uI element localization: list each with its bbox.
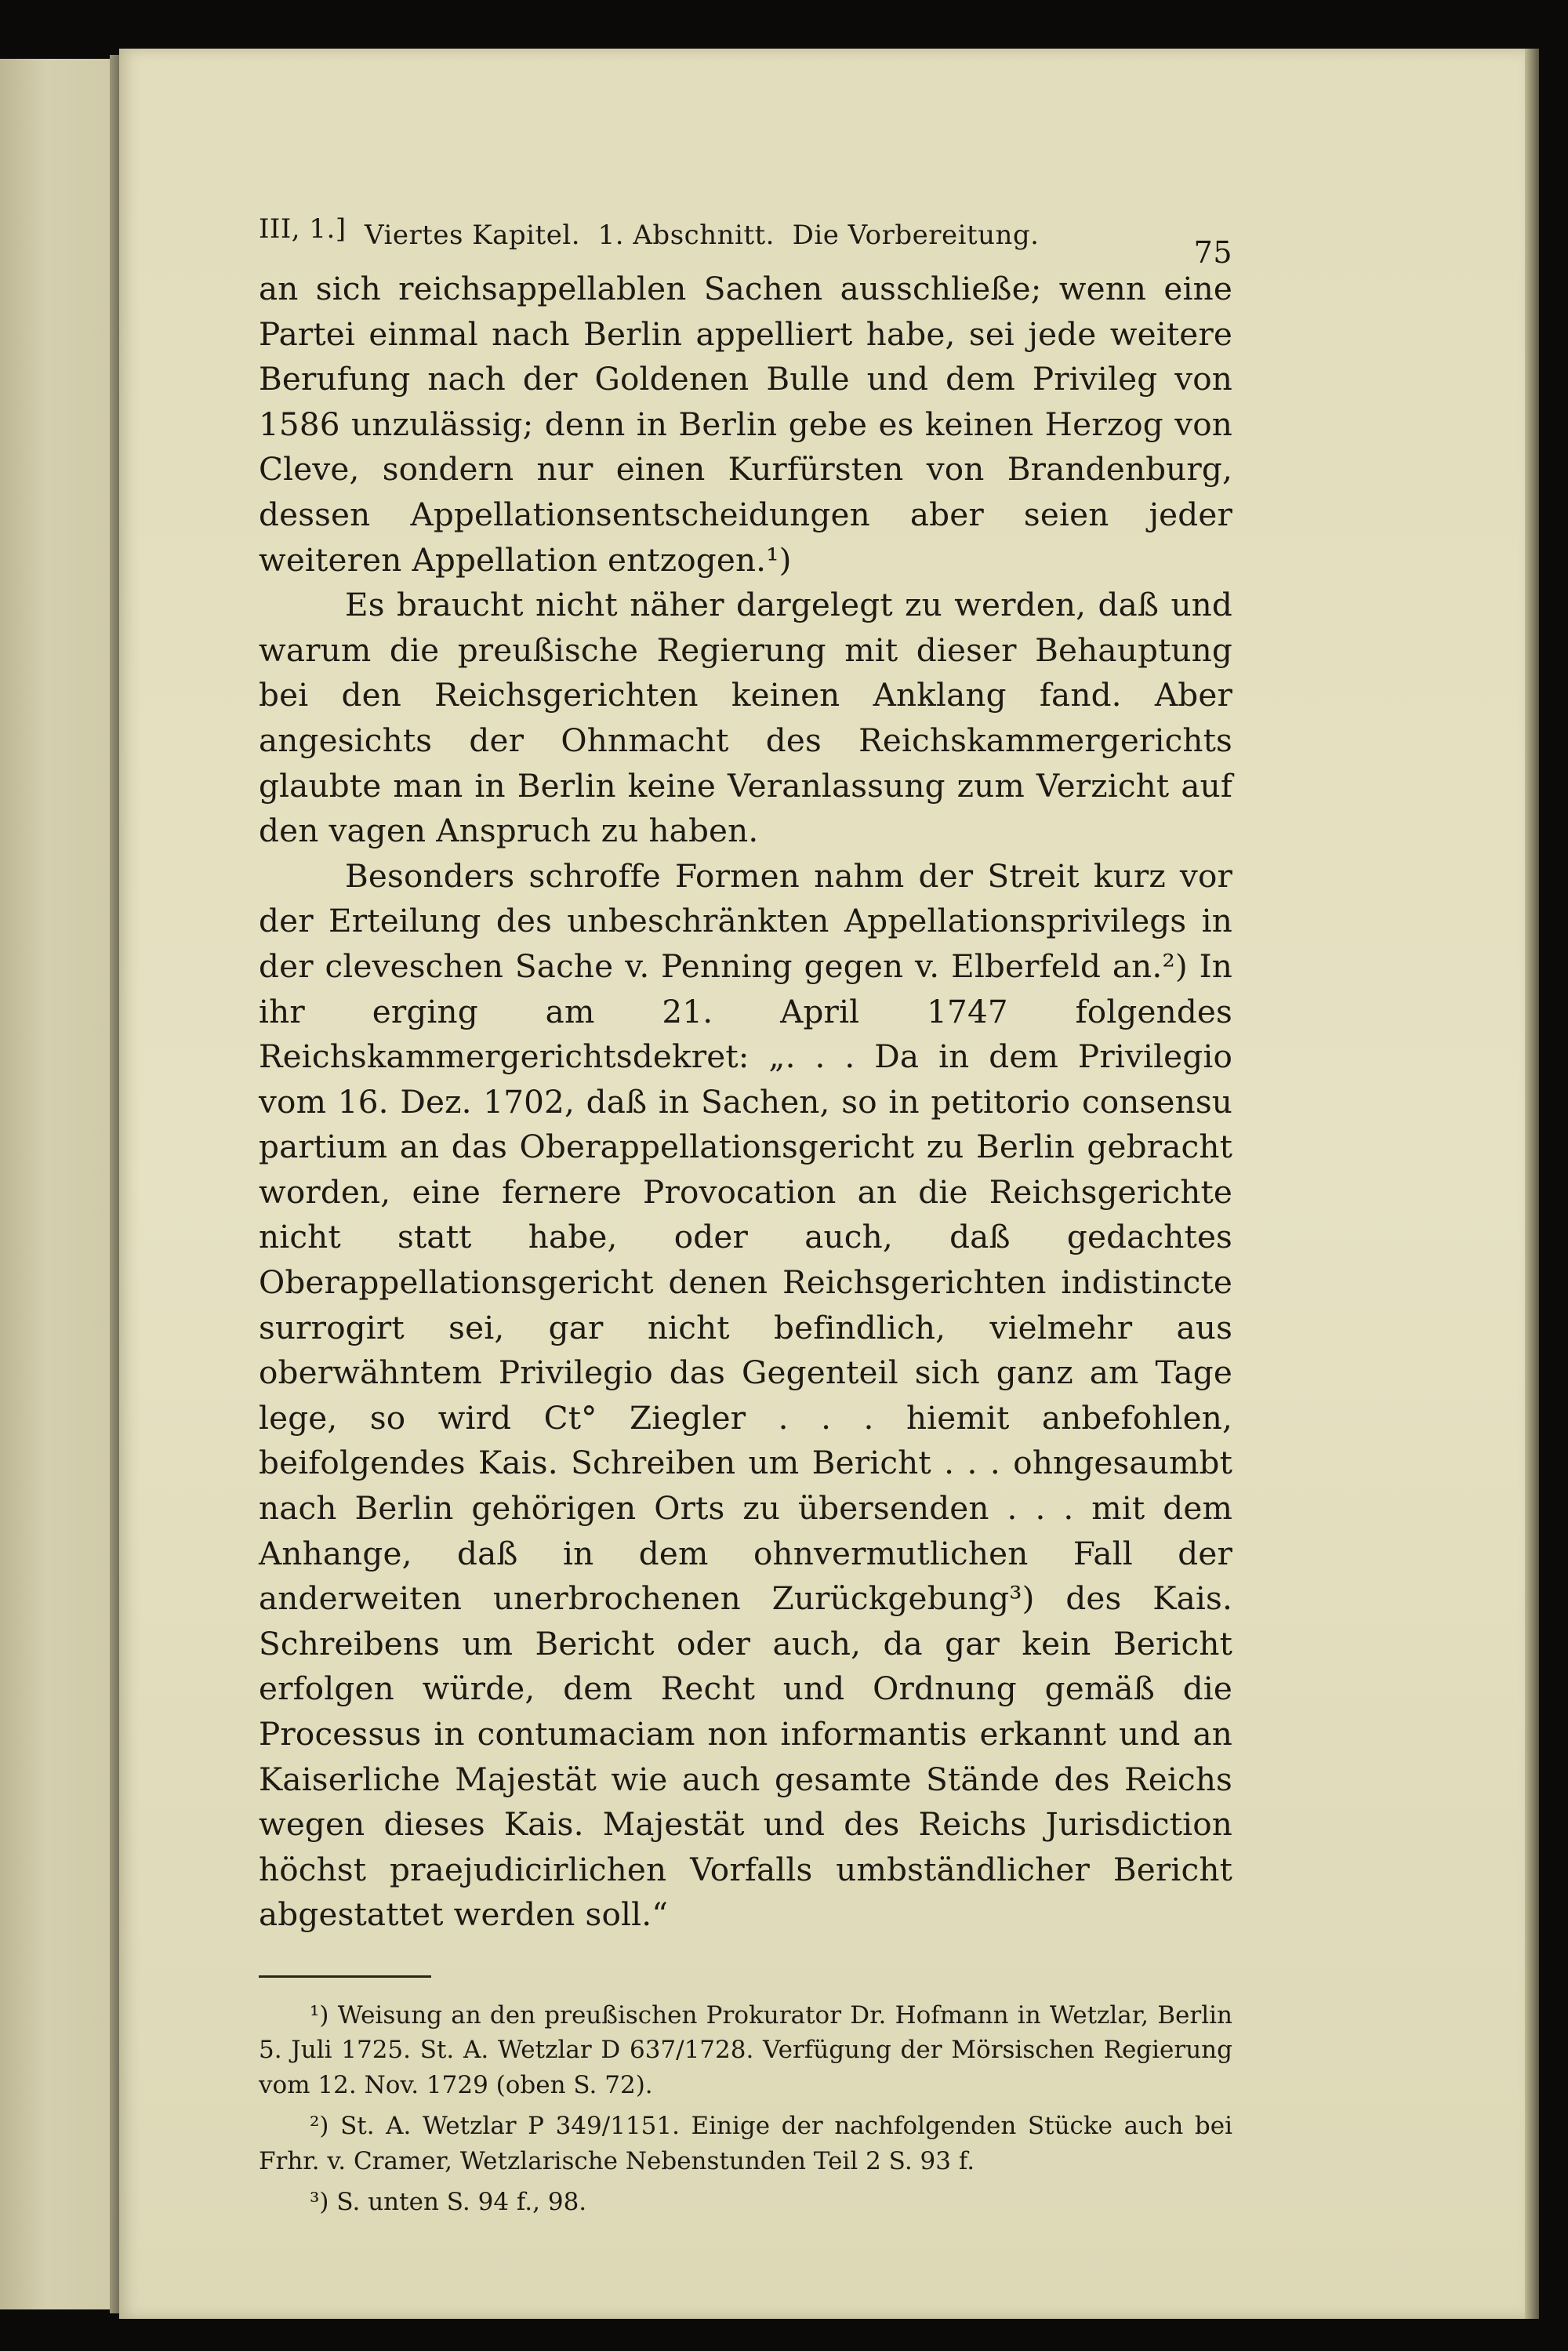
section-reference: III, 1.] — [259, 213, 347, 245]
page-number: 75 — [1193, 235, 1232, 270]
main-text — [259, 267, 1232, 1938]
paragraph-2: Es braucht nicht näher dargelegt zu werden, daß und warum die preußische Regierung mit dieser Behauptung bei den Reichsgerichten keinen Anklang fand. Aber angesichts der Ohnmacht des Reichskammergerichts glaubte man in Berlin keine Veranlassung zum Verzicht auf den vagen Anspruch zu haben. — [259, 586, 1232, 850]
footnote-2: ²) St. A. Wetzlar P 349/1151. Einige der nachfolgenden Stücke auch bei Frhr. v. Cramer, Wetzlarische Nebenstunden Teil 2 S. 93 f. — [259, 2112, 1232, 2175]
page-right-edge — [1525, 49, 1539, 2319]
footnote-rule — [259, 1975, 431, 1978]
page-content — [259, 196, 1232, 2226]
footnote-1: ¹) Weisung an den preußischen Prokurator Dr. Hofmann in Wetzlar, Berlin 5. Juli 1725. St. A. Wetzlar D 637/1728. Verfügung der Mörsischen Regierung vom 12. Nov. 1729 (oben S. 72). — [259, 2000, 1232, 2099]
footnote-3: ³) S. unten S. 94 f., 98. — [310, 2188, 587, 2217]
footnotes — [259, 1998, 1232, 2220]
running-head — [259, 196, 1232, 270]
paragraph-1: an sich reichsappellablen Sachen ausschließe; wenn eine Partei einmal nach Berlin appelliert habe, sei jede weitere Berufung nach der Goldenen Bulle und dem Privileg von 1586 unzulässig; denn in Berlin gebe es keinen Herzog von Cleve, sondern nur einen Kurfürsten von Brandenburg, dessen Appellationsentscheidungen aber seien jeder weiteren Appellation entzogen.¹) — [259, 270, 1232, 579]
chapter-title: Viertes Kapitel. 1. Abschnitt. Die Vorbereitung. — [365, 220, 1040, 251]
paragraph-3: Besonders schroffe Formen nahm der Streit kurz vor der Erteilung des unbeschränkten Appellationsprivilegs in der cleveschen Sache v. Penning gegen v. Elberfeld an.²) In ihr erging am 21. April 1747 folgendes Reichskammergerichtsdekret: „. . . Da in dem Privilegio vom 16. Dez. 1702, daß in Sachen, so in petitorio consensu partium an das Oberappellationsgericht zu Berlin gebracht worden, eine fernere Provocation an die Reichsgerichte nicht statt habe, oder auch, daß gedachtes Oberappellationsgericht denen Reichsgerichten indistincte surrogirt sei, gar nicht befindlich, vielmehr aus oberwähntem Privilegio das Gegenteil sich ganz am Tage lege, so wird Ct° Ziegler . . . hiemit anbefohlen, beifolgendes Kais. Schreiben um Bericht . . . ohngesaumbt nach Berlin gehörigen Orts zu übersenden . . . mit dem Anhange, daß in dem ohnvermutlichen Fall der anderweiten unerbrochenen Zurückgebung³) des Kais. Schreibens um Bericht oder auch, da gar kein Bericht erfolgen würde, dem Recht und Ordnung gemäß die Processus in contumaciam non informantis erkannt und an Kaiserliche Majestät wie auch gesamte Stände des Reichs wegen dieses Kais. Majestät und des Reichs Jurisdiction höchst praejudicirlichen Vorfalls umbständlicher Bericht abgestattet werden soll.“ — [259, 856, 1232, 1934]
previous-page-strip — [0, 59, 118, 2309]
